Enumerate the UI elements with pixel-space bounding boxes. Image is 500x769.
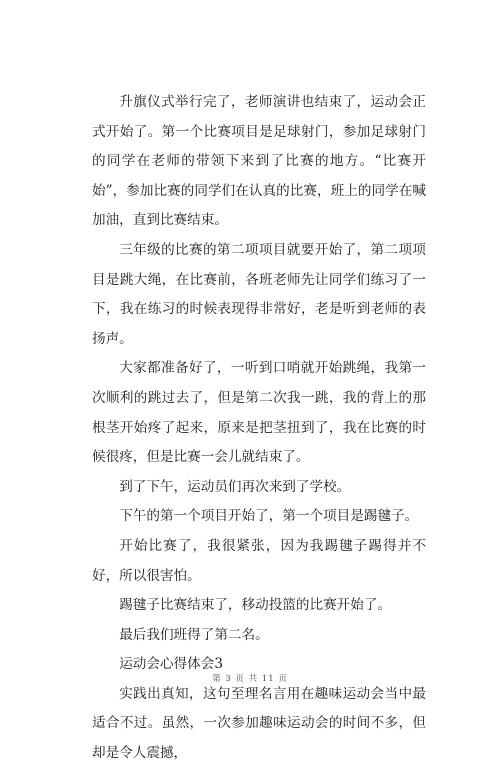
paragraph: 到了下午，运动员们再次来到了学校。 (119, 478, 351, 495)
paragraph: 升旗仪式举行完了，老师演讲也结束了，运动会正式开始了。第一个比赛项目是足球射门，参加足球射门的同学在老师的带领下来到了比赛的地方。“比赛开始”，参加比赛的同学们在认真的比赛，班上的同学在喊加油，直到比赛结束。 (92, 94, 426, 229)
paragraph: 大家都准备好了，一听到口哨就开始跳绳，我第一次顺利的跳过去了，但是第二次我一跳，我的背上的那根茎开始疼了起来，原来是把茎扭到了，我在比赛的时候很疼，但是比赛一会儿就结束了。 (92, 360, 426, 466)
section-heading: 运动会心得体会3 (119, 656, 223, 673)
paragraph: 最后我们班得了第二名。 (119, 626, 269, 643)
paragraph: 开始比赛了，我很紧张，因为我踢毽子踢得并不好，所以很害怕。 (92, 537, 426, 584)
paragraph: 三年级的比赛的第二项项目就要开始了，第二项项目是跳大绳，在比赛前，各班老师先让同学们练习了一下，我在练习的时候表现得非常好，老是听到老师的表扬声。 (92, 241, 426, 347)
page-number-footer: 第 3 页 共 11 页 (212, 674, 288, 684)
document-body (92, 88, 426, 769)
paragraph: 踢毽子比赛结束了，移动投篮的比赛开始了。 (119, 597, 392, 614)
paragraph: 下午的第一个项目开始了，第一个项目是踢毽子。 (119, 508, 419, 525)
paragraph: 实践出真知，这句至理名言用在趣味运动会当中最适合不过。虽然，一次参加趣味运动会的时间不多，但却是令人震撼， (92, 685, 426, 762)
